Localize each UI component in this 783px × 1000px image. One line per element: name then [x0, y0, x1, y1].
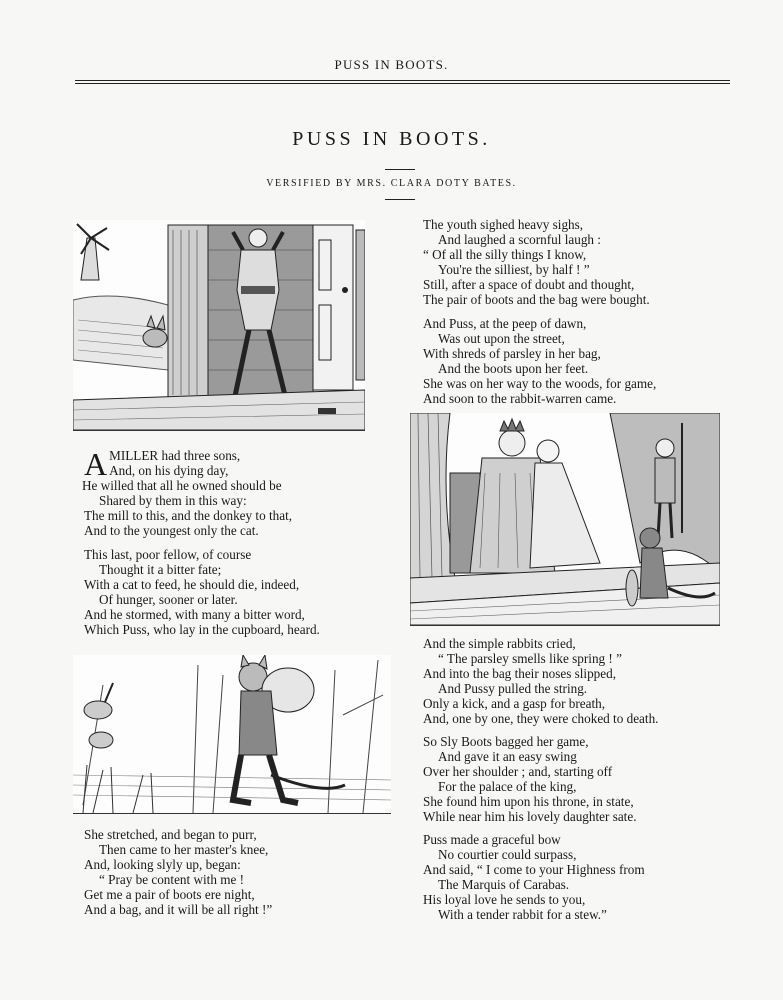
verse-line: Over her shoulder ; and, starting off: [423, 763, 613, 779]
verse-line: Still, after a space of doubt and thought,: [423, 276, 635, 292]
verse-line: And the boots upon her feet.: [438, 360, 589, 376]
header-rule: [75, 83, 730, 84]
verse-line: And, one by one, they were choked to death.: [423, 710, 659, 726]
verse-line: And Pussy pulled the string.: [438, 680, 588, 696]
miller-son-doorway-engraving-icon: [73, 220, 365, 431]
stanza-left-3: [84, 828, 272, 917]
verse-line: Which Puss, who lay in the cupboard, heard.: [84, 621, 320, 637]
verse-line: “ Pray be content with me !: [99, 871, 245, 887]
running-head: PUSS IN BOOTS.: [334, 57, 449, 72]
dropcap: A: [84, 446, 108, 482]
verse-line: With a tender rabbit for a stew.”: [438, 906, 607, 922]
king-princess-throne-engraving-icon: [410, 413, 720, 626]
verse-line: The youth sighed heavy sighs,: [423, 217, 584, 232]
verse-line: MILLER had three sons,: [109, 448, 241, 463]
verse-line: And, on his dying day,: [109, 462, 229, 478]
stanza-right-4: [423, 735, 637, 824]
stanza-left-1: [82, 446, 293, 538]
verse-line: Of hunger, sooner or later.: [99, 591, 238, 607]
verse-line: And soon to the rabbit-warren came.: [423, 390, 617, 406]
verse-line: Get me a pair of boots ere night,: [84, 886, 255, 902]
byline: VERSIFIED BY MRS. CLARA DOTY BATES.: [266, 178, 517, 189]
verse-line: Shared by them in this way:: [99, 492, 247, 508]
verse-line: With a cat to feed, he should die, indeed,: [84, 576, 300, 592]
verse-line: And the simple rabbits cried,: [423, 636, 576, 651]
verse-line: Puss made a graceful bow: [423, 832, 561, 847]
verse-line: “ Of all the silly things I know,: [423, 246, 587, 262]
verse-line: Then came to her master's knee,: [99, 841, 269, 857]
verse-line: The mill to this, and the donkey to that,: [84, 507, 293, 523]
stanza-right-1: [423, 218, 650, 307]
verse-line: He willed that all he owned should be: [82, 477, 282, 493]
verse-line: For the palace of the king,: [438, 778, 577, 794]
verse-line: The Marquis of Carabas.: [438, 876, 570, 892]
verse-line: No courtier could surpass,: [438, 846, 577, 862]
verse-line: And to the youngest only the cat.: [84, 522, 259, 538]
verse-line: Was out upon the street,: [438, 330, 565, 346]
page-title: PUSS IN BOOTS.: [292, 128, 491, 150]
verse-line: Only a kick, and a gasp for breath,: [423, 695, 605, 711]
verse-line: And he stormed, with many a bitter word,: [84, 606, 305, 622]
verse-line: “ The parsley smells like spring ! ”: [438, 650, 622, 666]
header-rule: [75, 80, 730, 81]
stanza-left-2: [84, 548, 320, 637]
verse-line: While near him his lovely daughter sate.: [423, 808, 637, 824]
stanza-right-2: [423, 317, 656, 406]
verse-line: With shreds of parsley in her bag,: [423, 345, 601, 361]
verse-line: His loyal love he sends to you,: [423, 891, 586, 907]
title-rule: [385, 169, 415, 170]
verse-line: She was on her way to the woods, for game,: [423, 375, 657, 391]
verse-line: So Sly Boots bagged her game,: [423, 734, 589, 749]
verse-line: This last, poor fellow, of course: [84, 547, 252, 562]
verse-line: The pair of boots and the bag were bought.: [423, 291, 650, 307]
verse-line: And, looking slyly up, began:: [84, 856, 241, 872]
verse-line: And Puss, at the peep of dawn,: [423, 316, 587, 331]
verse-line: And into the bag their noses slipped,: [423, 665, 617, 681]
verse-line: Thought it a bitter fate;: [99, 561, 222, 577]
verse-line: And gave it an easy swing: [438, 748, 577, 764]
verse-line: You're the silliest, by half ! ”: [438, 261, 590, 277]
verse-line: She stretched, and began to purr,: [84, 827, 257, 842]
verse-line: And said, “ I come to your Highness from: [423, 861, 645, 877]
stanza-right-3: [423, 637, 658, 726]
verse-line: She found him upon his throne, in state,: [423, 793, 634, 809]
byline-rule: [385, 199, 415, 200]
verse-line: And laughed a scornful laugh :: [438, 231, 601, 247]
puss-with-bag-in-woods-engraving-icon: [73, 655, 391, 814]
verse-line: And a bag, and it will be all right !”: [84, 901, 273, 917]
stanza-right-5: [423, 833, 645, 922]
